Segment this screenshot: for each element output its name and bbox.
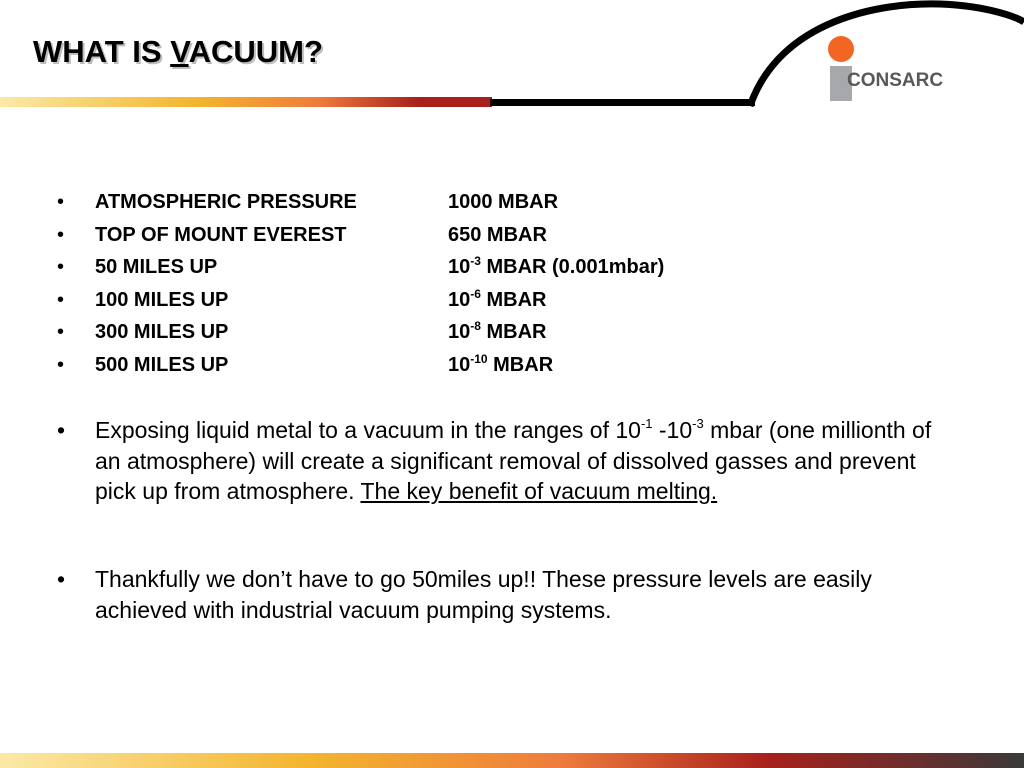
exponent: -6: [470, 286, 481, 301]
paragraph-text: [95, 415, 937, 507]
title-text-post: ACUUM?: [188, 34, 323, 69]
pressure-value-base: 10: [448, 353, 471, 376]
bullet: •: [57, 321, 65, 344]
pressure-label: ATMOSPHERIC PRESSURE: [95, 191, 357, 213]
pressure-value-unit: MBAR (0.001mbar): [480, 256, 665, 279]
pressure-value: [448, 186, 558, 218]
pressure-value-unit: MBAR: [480, 321, 547, 344]
title-text-underlined: V: [170, 34, 189, 69]
bullet: •: [57, 288, 65, 311]
logo-orange-dot: [828, 36, 854, 62]
pressure-value: [448, 251, 664, 283]
pressure-value: [448, 219, 547, 251]
consarc-logo: [828, 36, 958, 106]
exponent: -8: [470, 319, 481, 334]
bullet: •: [57, 191, 65, 213]
bullet: •: [57, 223, 65, 246]
pressure-value-base: 650 MBAR: [448, 223, 547, 246]
pressure-label: 500 MILES UP: [95, 353, 229, 376]
pressure-value: [448, 316, 546, 348]
logo-wordmark: CONSARC: [847, 70, 944, 91]
pressure-label: 50 MILES UP: [95, 256, 218, 279]
slide-title: [33, 34, 323, 70]
top-black-rule: [490, 99, 755, 106]
pressure-label: 300 MILES UP: [95, 321, 229, 344]
bullet: •: [57, 417, 66, 443]
exponent: -1: [640, 416, 653, 431]
pressure-label: 100 MILES UP: [95, 288, 229, 311]
exponent: -3: [470, 254, 481, 269]
pressure-value-unit: MBAR: [480, 288, 547, 311]
pressure-value-base: 10: [448, 288, 471, 311]
paragraph-text-part: Exposing liquid metal to a vacuum in the ranges of 10: [95, 417, 641, 443]
title-text-pre: WHAT IS: [33, 34, 171, 69]
pressure-value-base: 10: [448, 256, 471, 279]
pressure-value-unit: MBAR: [487, 353, 554, 376]
paragraph-pumping-systems: [57, 564, 937, 625]
key-benefit-underlined-text: The key benefit of vacuum melting.: [360, 478, 718, 504]
paragraph-text-part: mbar (one millionth of an atmosphere) will create a significant removal of dissolved gasses and prevent pick up from atmosphere.: [95, 417, 932, 504]
bullet: •: [57, 566, 66, 592]
paragraph-text-part: -10: [652, 417, 693, 443]
bottom-gradient-bar: [0, 753, 1024, 768]
top-gradient-bar: [0, 97, 492, 107]
bullet: •: [57, 256, 65, 279]
pressure-value: [448, 284, 546, 316]
pressure-value-base: 10: [448, 321, 471, 344]
pressure-value: [448, 349, 553, 381]
pressure-value-base: 1000 MBAR: [448, 191, 559, 213]
exponent: -10: [470, 351, 488, 366]
exponent: -3: [692, 416, 704, 431]
bullet: •: [57, 353, 65, 376]
paragraph-vacuum-benefit: [57, 415, 937, 507]
pressure-label: TOP OF MOUNT EVEREST: [95, 223, 347, 246]
paragraph-text: Thankfully we don’t have to go 50miles up!! These pressure levels are easily achieved with industrial vacuum pumping systems.: [95, 566, 872, 623]
